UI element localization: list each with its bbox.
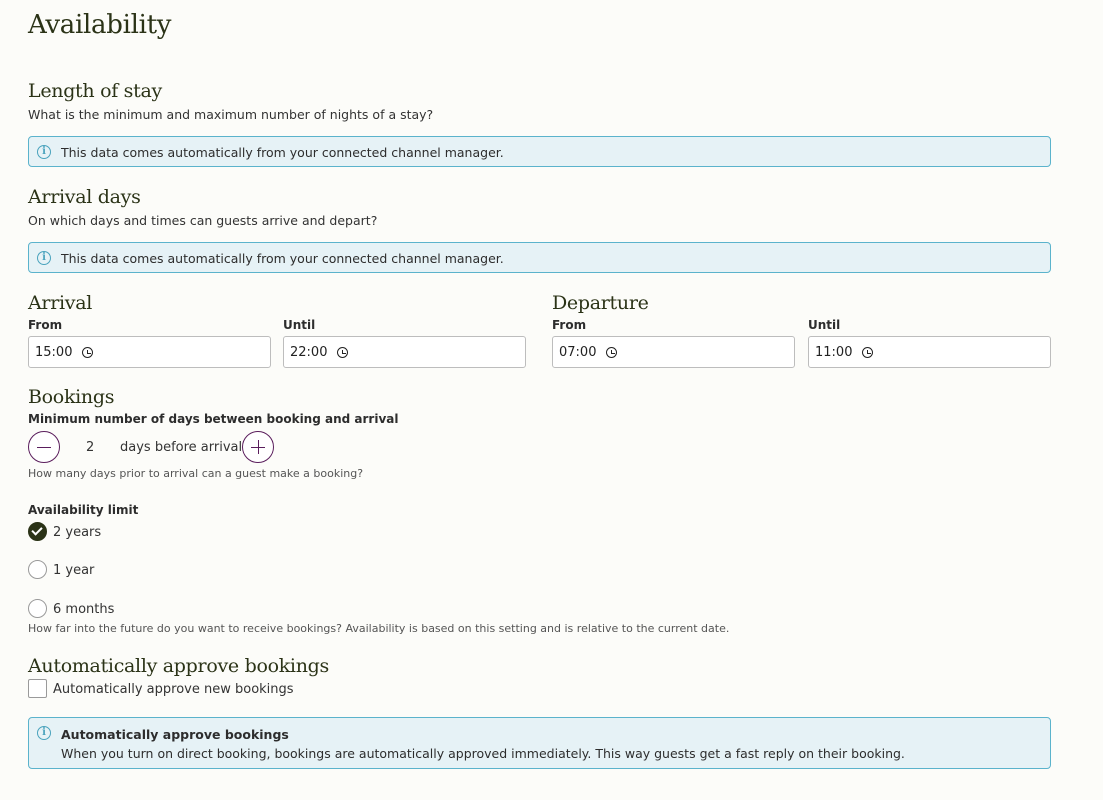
info-icon: i <box>37 726 51 740</box>
min-days-suffix: days before arrival <box>120 440 243 455</box>
departure-heading: Departure <box>552 292 649 314</box>
auto-approve-checkbox-label: Automatically approve new bookings <box>53 682 294 697</box>
min-days-value: 2 <box>86 440 95 455</box>
auto-approve-info-text: When you turn on direct booking, bookings are automatically approved immediately. This way guests get a fast reply on their booking. <box>61 746 905 761</box>
page-title: Availability <box>28 10 172 40</box>
radio-icon[interactable] <box>28 599 47 618</box>
length-of-stay-info <box>28 136 1051 167</box>
arrival-until-label: Until <box>283 318 316 332</box>
radio-checked-icon[interactable] <box>28 522 47 541</box>
arrival-until-input[interactable] <box>283 336 526 368</box>
limit-option-label: 2 years <box>53 525 102 540</box>
limit-option-1-year[interactable] <box>28 560 228 580</box>
decrement-button[interactable] <box>28 431 60 463</box>
info-text: This data comes automatically from your connected channel manager. <box>61 145 504 160</box>
minus-icon <box>37 447 51 449</box>
limit-option-2-years[interactable] <box>28 522 228 542</box>
arrival-days-info <box>28 242 1051 273</box>
arrival-from-label: From <box>28 318 63 332</box>
clock-icon[interactable] <box>606 347 617 358</box>
min-days-label: Minimum number of days between booking and arrival <box>28 412 399 426</box>
arrival-until-value: 22:00 <box>290 345 328 360</box>
departure-until-input[interactable] <box>808 336 1051 368</box>
departure-from-value: 07:00 <box>559 345 597 360</box>
plus-icon-vertical <box>258 440 260 454</box>
increment-button[interactable] <box>242 431 274 463</box>
info-text: This data comes automatically from your connected channel manager. <box>61 251 504 266</box>
departure-until-label: Until <box>808 318 841 332</box>
arrival-from-input[interactable] <box>28 336 271 368</box>
auto-approve-checkbox[interactable] <box>28 679 47 698</box>
availability-limit-hint: How far into the future do you want to receive bookings? Availability is based on this setting and is relative to the current date. <box>28 622 730 635</box>
auto-approve-info-title: Automatically approve bookings <box>61 727 289 742</box>
radio-icon[interactable] <box>28 560 47 579</box>
limit-option-label: 6 months <box>53 602 115 617</box>
arrival-days-description: On which days and times can guests arrive and depart? <box>28 213 378 228</box>
bookings-heading: Bookings <box>28 386 115 408</box>
departure-from-input[interactable] <box>552 336 795 368</box>
departure-until-value: 11:00 <box>815 345 853 360</box>
info-icon: i <box>37 251 51 265</box>
arrival-heading: Arrival <box>28 292 93 314</box>
length-of-stay-heading: Length of stay <box>28 80 162 102</box>
availability-limit-label: Availability limit <box>28 503 139 517</box>
departure-from-label: From <box>552 318 587 332</box>
arrival-from-value: 15:00 <box>35 345 73 360</box>
auto-approve-heading: Automatically approve bookings <box>28 655 329 677</box>
info-icon: i <box>37 145 51 159</box>
clock-icon[interactable] <box>337 347 348 358</box>
limit-option-6-months[interactable] <box>28 599 228 619</box>
clock-icon[interactable] <box>862 347 873 358</box>
auto-approve-info <box>28 717 1051 769</box>
auto-approve-option[interactable] <box>28 679 328 699</box>
limit-option-label: 1 year <box>53 563 95 578</box>
min-days-hint: How many days prior to arrival can a guest make a booking? <box>28 467 364 480</box>
clock-icon[interactable] <box>82 347 93 358</box>
arrival-days-heading: Arrival days <box>28 186 141 208</box>
length-of-stay-description: What is the minimum and maximum number of nights of a stay? <box>28 107 434 122</box>
